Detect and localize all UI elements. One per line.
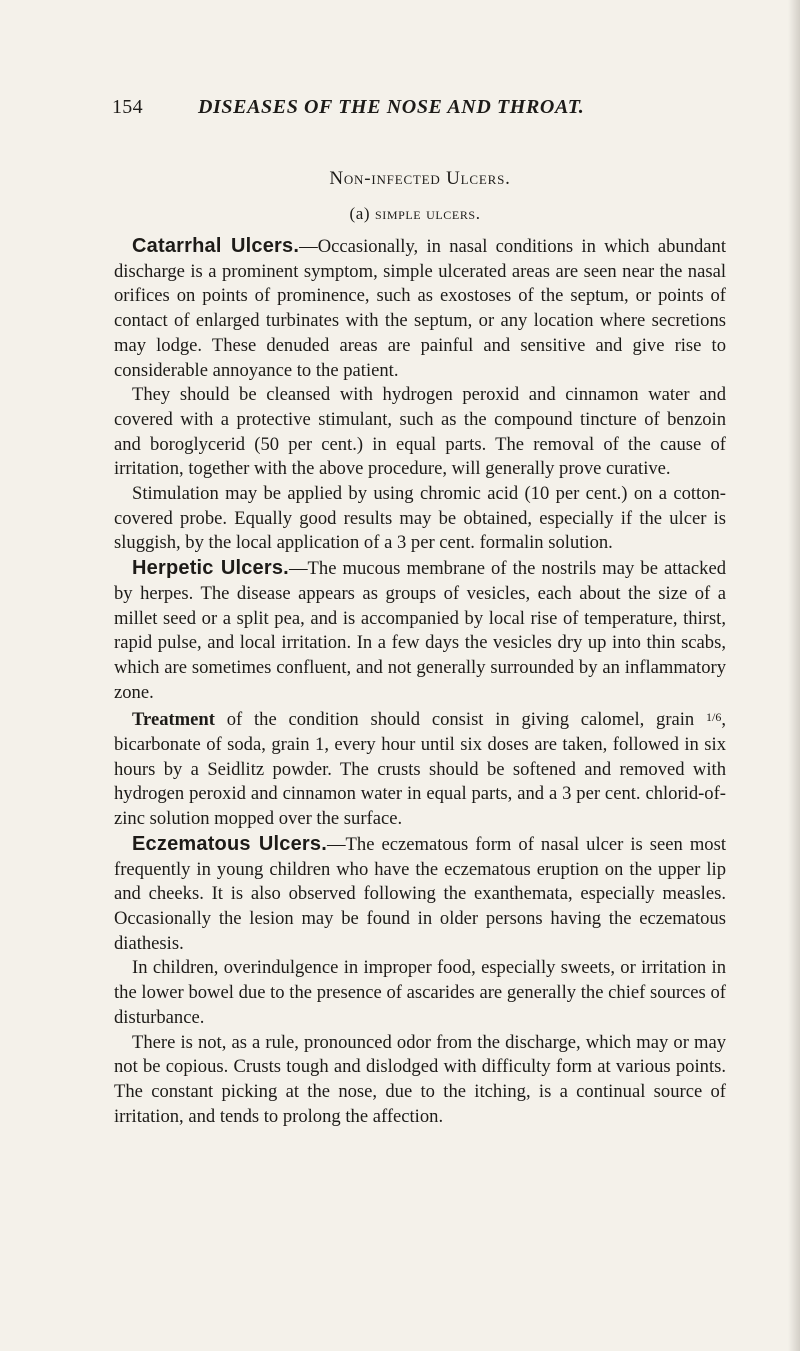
running-head bbox=[112, 96, 724, 126]
page-edge-shadow bbox=[788, 0, 800, 1351]
catarrhal-paragraph-2: They should be cleansed with hydrogen peroxid and cinnamon water and covered with a protective stimulant, such as the compound tincture of benzoin and boroglycerid (50 per cent.) in equal parts. The removal of the cause of irritation, together with the above procedure, will generally prove curative. bbox=[114, 384, 726, 480]
herpetic-paragraph-1 bbox=[114, 556, 726, 705]
eczematous-paragraph-1 bbox=[114, 832, 726, 957]
subsection-label: simple ulcers. bbox=[374, 204, 481, 223]
eczematous-text-1: —The eczematous form of nasal ulcer is seen most frequently in young children who have the eczematous eruption on the upper lip and cheeks. It is also observed following the exanthemata, especially measles. Occasionally the lesion may be found in older persons having the eczematous diathesis. bbox=[114, 833, 726, 954]
catarrhal-text-1: —Occasionally, in nasal conditions in which abundant discharge is a prominent symptom, simple ulcerated areas are seen near the nasal orifices on points of prominence, such as exostoses of the septum, or points of contact of enlarged turbinates with the septum, or any location where secretions may lodge. These denuded areas are painful and sensitive and give rise to considerable annoyance to the patient. bbox=[114, 236, 727, 381]
page-number: 154 bbox=[112, 96, 143, 118]
herpetic-text-1: —The mucous membrane of the nostrils may be attacked by herpes. The disease appears as groups of vesicles, each about the size of a millet seed or a split pea, and is accompanied by local rise of temperature, thirst, rapid pulse, and local irritation. In a few days the vesicles dry up into thin scabs, which are sometimes confluent, and not generally surrounded by an inflammatory zone. bbox=[114, 558, 726, 703]
herpetic-text-2b: , bicarbonate of soda, grain 1, every hour until six doses are taken, followed in six hours by a Seidlitz powder. The crusts should be softened and removed with hydrogen peroxid and cinnamon water in equal parts, and a 3 per cent. chlorid-of-zinc solution mopped over the surface. bbox=[114, 709, 726, 830]
catarrhal-heading: Catarrhal Ulcers. bbox=[132, 235, 300, 257]
eczematous-heading: Eczematous Ulcers. bbox=[132, 832, 327, 855]
herpetic-heading: Herpetic Ulcers. bbox=[132, 557, 289, 580]
eczematous-paragraph-3: There is not, as a rule, pronounced odor from the discharge, which may or may not be copious. Crusts tough and dislodged with difficulty form at various points. The constant picking at the nose, due to the itching, is a continual source of irritation, and tends to prolong the affection. bbox=[114, 1031, 726, 1127]
subsection-marker: (a) bbox=[349, 204, 371, 223]
body-text bbox=[114, 234, 726, 1129]
running-title: DISEASES OF THE NOSE AND THROAT. bbox=[198, 96, 585, 118]
catarrhal-paragraph-1 bbox=[114, 234, 726, 383]
catarrhal-paragraph-3: Stimulation may be applied by using chromic acid (10 per cent.) on a cotton-covered probe. Equally good results may be obtained, especially if the ulcer is sluggish, by the local application of a 3 per cent. formalin solution. bbox=[114, 483, 726, 554]
dose-fraction: 1/6 bbox=[706, 710, 722, 725]
eczematous-paragraph-2: In children, overindulgence in improper food, especially sweets, or irritation in the lower bowel due to the presence of ascarides are generally the chief sources of disturbance. bbox=[114, 957, 726, 1028]
subsection-title bbox=[0, 204, 800, 224]
herpetic-text-2a: of the condition should consist in giving calomel, grain bbox=[214, 709, 706, 731]
treatment-label: Treatment bbox=[132, 709, 215, 731]
herpetic-paragraph-2 bbox=[114, 705, 726, 832]
section-title: Non-infected Ulcers. bbox=[329, 168, 511, 189]
